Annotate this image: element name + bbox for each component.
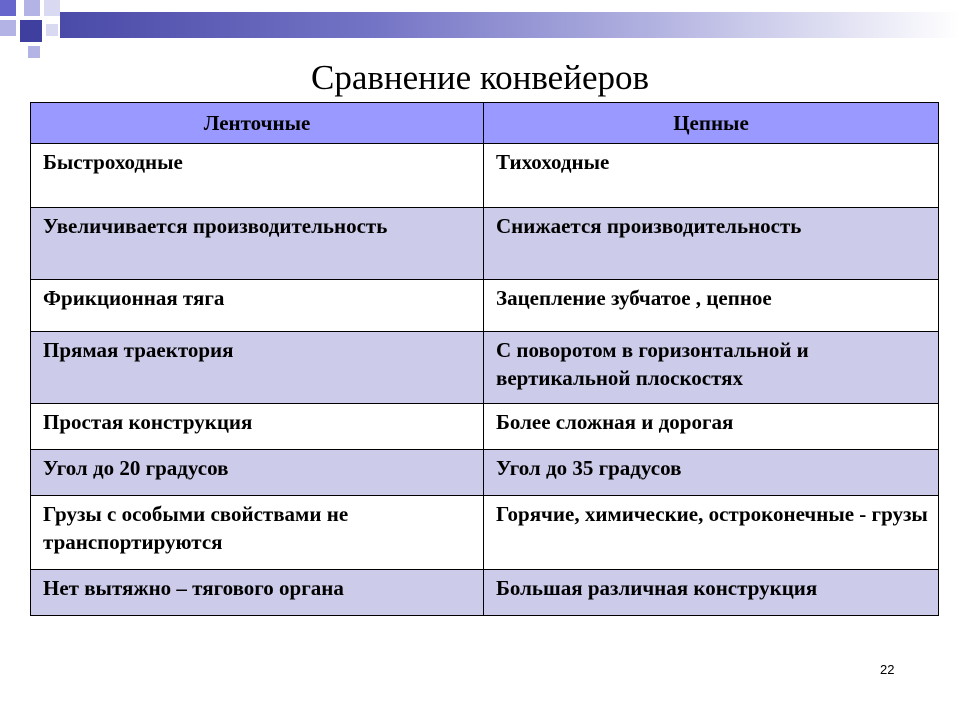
comparison-table: [30, 102, 939, 616]
page-number: 22: [880, 662, 895, 677]
header-gradient-bar: [60, 12, 960, 38]
table-cell: Нет вытяжно – тягового органа: [31, 570, 484, 616]
table-row: [31, 208, 939, 280]
table-cell: Более сложная и дорогая: [484, 404, 939, 450]
table-cell: Прямая траектория: [31, 332, 484, 404]
table-cell: С поворотом в горизонтальной и вертикальной плоскостях: [484, 332, 939, 404]
table-cell: Грузы с особыми свойствами не транспортируются: [31, 496, 484, 570]
table-cell: Увеличивается производительность: [31, 208, 484, 280]
column-header-belt: Ленточные: [31, 103, 484, 144]
table-row: [31, 144, 939, 208]
column-header-chain: Цепные: [484, 103, 939, 144]
table-row: [31, 496, 939, 570]
table-header-row: [31, 103, 939, 144]
table-cell: Угол до 20 градусов: [31, 450, 484, 496]
slide-title: Сравнение конвейеров: [310, 58, 650, 97]
table-row: [31, 332, 939, 404]
table-row: [31, 450, 939, 496]
table-cell: Тихоходные: [484, 144, 939, 208]
table-cell: Горячие, химические, остроконечные - грузы: [484, 496, 939, 570]
table-cell: Быстроходные: [31, 144, 484, 208]
table-cell: Снижается производительность: [484, 208, 939, 280]
table-cell: Большая различная конструкция: [484, 570, 939, 616]
table-row: [31, 570, 939, 616]
table-row: [31, 404, 939, 450]
table-cell: Угол до 35 градусов: [484, 450, 939, 496]
table-cell: Простая конструкция: [31, 404, 484, 450]
table-cell: Фрикционная тяга: [31, 280, 484, 332]
table-cell: Зацепление зубчатое , цепное: [484, 280, 939, 332]
table-row: [31, 280, 939, 332]
